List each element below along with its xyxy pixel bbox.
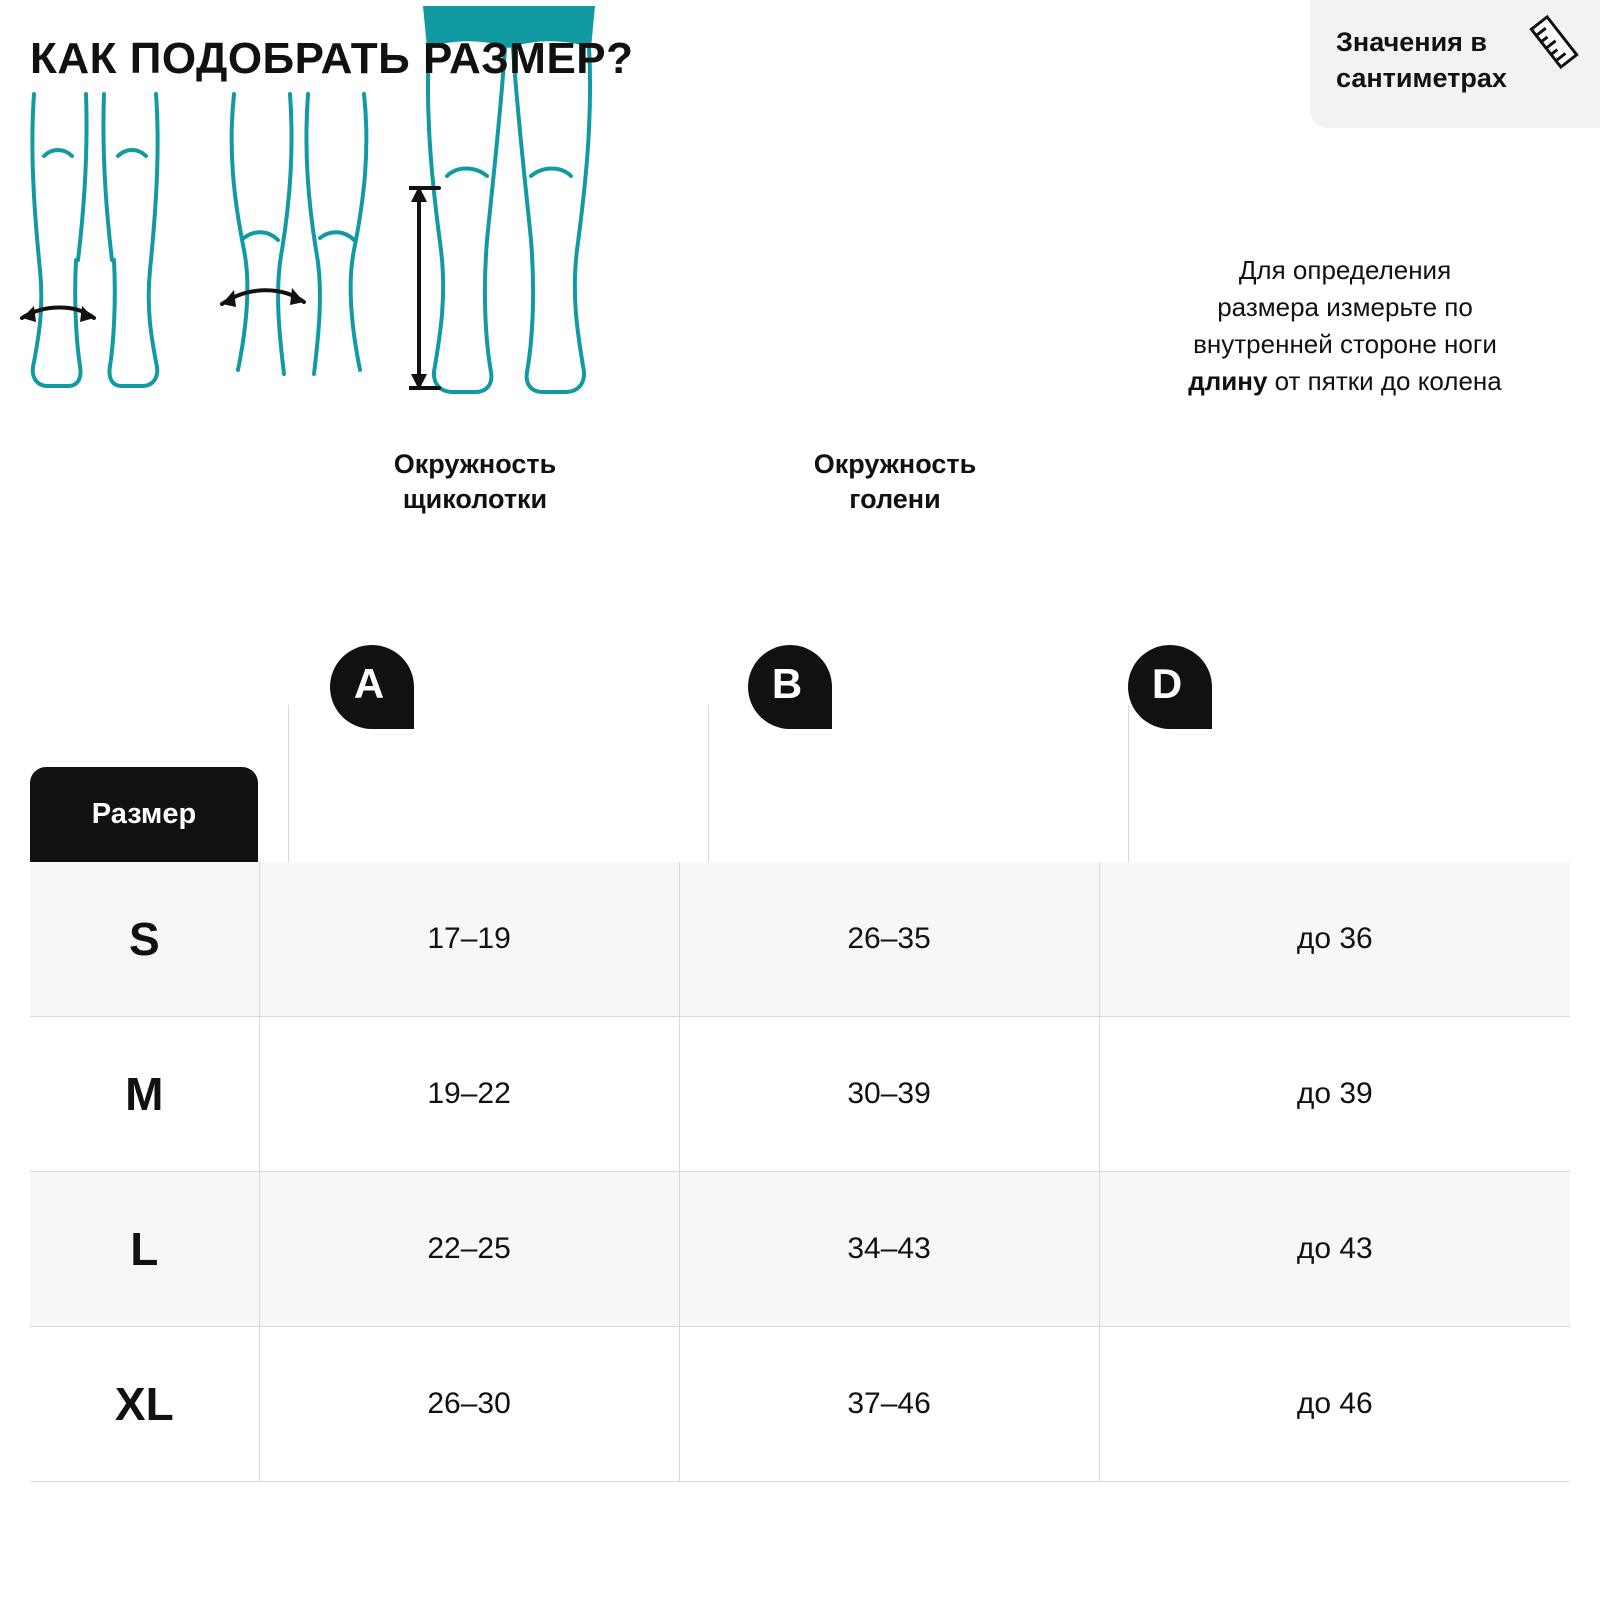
column-header-calf-line1: Окружность — [813, 449, 977, 479]
column-header-ankle-line1: Окружность — [393, 449, 557, 479]
cell-size: S — [30, 862, 259, 1017]
column-header-ankle-line2: щиколотки — [402, 484, 548, 515]
column-divider-1 — [288, 705, 289, 862]
column-header-calf — [720, 447, 1070, 517]
length-measure-note — [1110, 252, 1580, 400]
cell-ankle: 22–25 — [259, 1172, 679, 1327]
column-divider-3 — [1128, 705, 1129, 862]
cell-size: M — [30, 1017, 259, 1172]
units-badge — [1310, 0, 1600, 128]
column-divider-2 — [708, 705, 709, 862]
marker-a-label: A — [353, 660, 385, 707]
marker-d — [1128, 645, 1212, 729]
note-line-3: внутренней стороне ноги — [1193, 328, 1497, 359]
marker-d-label: D — [1151, 660, 1183, 707]
marker-b-label: B — [771, 660, 803, 707]
column-header-ankle — [300, 447, 650, 517]
table-row — [30, 862, 1570, 1017]
ruler-icon — [1526, 14, 1582, 70]
marker-b — [748, 645, 832, 729]
size-table — [30, 862, 1570, 1482]
table-row — [30, 1172, 1570, 1327]
cell-ankle: 19–22 — [259, 1017, 679, 1172]
cell-calf: 26–35 — [679, 862, 1099, 1017]
note-line-2: размера измерьте по — [1217, 291, 1473, 322]
cell-size: L — [30, 1172, 259, 1327]
size-column-header-label: Размер — [91, 798, 197, 830]
note-tail: от пятки до колена — [1267, 365, 1502, 396]
cell-size: XL — [30, 1327, 259, 1482]
cell-length: до 39 — [1099, 1017, 1570, 1172]
table-row — [30, 1017, 1570, 1172]
cell-calf: 30–39 — [679, 1017, 1099, 1172]
marker-a — [330, 645, 414, 729]
note-line-1: Для определения — [1238, 255, 1452, 285]
table-row — [30, 1327, 1570, 1482]
cell-length: до 36 — [1099, 862, 1570, 1017]
units-badge-label: Значения в сантиметрах — [1336, 27, 1507, 94]
note-bold-word: длину — [1188, 365, 1268, 396]
cell-ankle: 17–19 — [259, 862, 679, 1017]
page-title: КАК ПОДОБРАТЬ РАЗМЕР? — [30, 34, 634, 83]
cell-calf: 34–43 — [679, 1172, 1099, 1327]
cell-length: до 46 — [1099, 1327, 1570, 1482]
cell-ankle: 26–30 — [259, 1327, 679, 1482]
cell-length: до 43 — [1099, 1172, 1570, 1327]
legs-ankle-illustration — [0, 90, 200, 400]
size-column-header-tab — [30, 767, 258, 862]
column-header-calf-line2: голени — [849, 484, 941, 515]
cell-calf: 37–46 — [679, 1327, 1099, 1482]
legs-calf-illustration — [204, 90, 404, 400]
